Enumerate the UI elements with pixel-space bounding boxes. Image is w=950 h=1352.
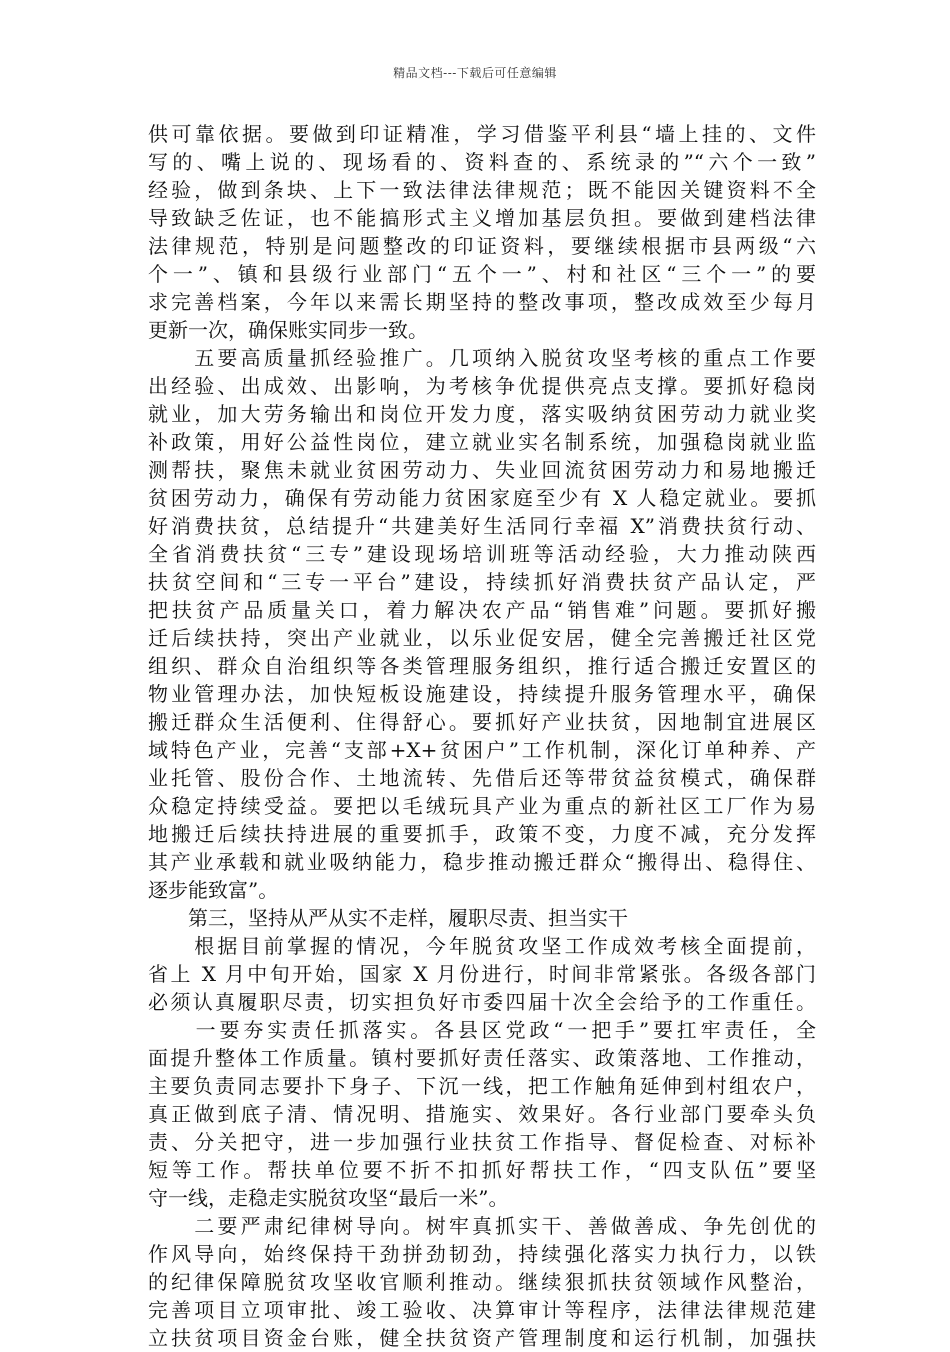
text-line: 短等工作。帮扶单位要不折不扣抓好帮扶工作，“四支队伍”要坚 [148, 1158, 816, 1182]
text-line: 其产业承载和就业吸纳能力，稳步推动搬迁群众“搬得出、稳得住、 [148, 850, 816, 874]
text-line: 写的、嘴上说的、现场看的、资料查的、系统录的”“六个一致” [148, 150, 816, 174]
text-line: 责、分关把守，进一步加强行业扶贫工作指导、督促检查、对标补 [148, 1130, 816, 1154]
text-line: 二要严肃纪律树导向。树牢真抓实干、善做善成、争先创优的 [148, 1214, 816, 1238]
document-body [148, 120, 816, 1352]
page-header: 精品文档---下载后可任意编辑 [393, 66, 557, 80]
text-line: 五要高质量抓经验推广。几项纳入脱贫攻坚考核的重点工作要 [148, 346, 816, 370]
text-line: 扶贫空间和“三专一平台”建设，持续抓好消费扶贫产品认定，严 [148, 570, 816, 594]
text-line: 出经验、出成效、出影响，为考核争优提供亮点支撑。要抓好稳岗 [148, 374, 816, 398]
text-line: 业托管、股份合作、土地流转、先借后还等带贫益贫模式，确保群 [148, 766, 816, 790]
text-line: 逐步能致富”。 [148, 878, 279, 902]
text-line: 完善项目立项审批、竣工验收、决算审计等程序，法律法律规范建 [148, 1298, 816, 1322]
text-line: 测帮扶，聚焦未就业贫困劳动力、失业回流贫困劳动力和易地搬迁 [148, 458, 816, 482]
text-line: 求完善档案，今年以来需长期坚持的整改事项，整改成效至少每月 [148, 290, 816, 314]
text-line: 作风导向，始终保持干劲拼劲韧劲，持续强化落实力执行力，以铁 [148, 1242, 816, 1266]
text-line: 必须认真履职尽责，切实担负好市委四届十次全会给予的工作重任。 [148, 990, 816, 1014]
text-line: 众稳定持续受益。要把以毛绒玩具产业为重点的新社区工厂作为易 [148, 794, 816, 818]
text-line: 根据目前掌握的情况，今年脱贫攻坚工作成效考核全面提前， [148, 934, 816, 958]
text-line: 导致缺乏佐证，也不能搞形式主义增加基层负担。要做到建档法律 [148, 206, 816, 230]
text-line: 个一”、镇和县级行业部门“五个一”、村和社区“三个一”的要 [148, 262, 816, 286]
text-line: 第三，坚持从严从实不走样，履职尽责、担当实干 [148, 906, 628, 930]
text-line: 面提升整体工作质量。镇村要抓好责任落实、政策落地、工作推动， [148, 1046, 816, 1070]
text-line: 守一线，走稳走实脱贫攻坚“最后一米”。 [148, 1186, 509, 1210]
text-line: 供可靠依据。要做到印证精准，学习借鉴平利县“墙上挂的、文件 [148, 122, 816, 146]
text-line: 经验，做到条块、上下一致法律法律规范；既不能因关键资料不全 [148, 178, 816, 202]
text-line: 好消费扶贫，总结提升“共建美好生活同行幸福 X”消费扶贫行动、 [148, 514, 816, 538]
text-line: 迁后续扶持，突出产业就业，以乐业促安居，健全完善搬迁社区党 [148, 626, 816, 650]
text-line: 补政策，用好公益性岗位，建立就业实名制系统，加强稳岗就业监 [148, 430, 816, 454]
text-line: 立扶贫项目资金台账，健全扶贫资产管理制度和运行机制，加强扶 [148, 1326, 816, 1350]
text-line: 全省消费扶贫“三专”建设现场培训班等活动经验，大力推动陕西 [148, 542, 816, 566]
text-line: 法律规范，特别是问题整改的印证资料，要继续根据市县两级“六 [148, 234, 816, 258]
text-line: 贫困劳动力，确保有劳动能力贫困家庭至少有 X 人稳定就业。要抓 [148, 486, 816, 510]
text-line: 组织、群众自治组织等各类管理服务组织，推行适合搬迁安置区的 [148, 654, 816, 678]
text-line: 搬迁群众生活便利、住得舒心。要抓好产业扶贫，因地制宜进展区 [148, 710, 816, 734]
text-line: 省上 X 月中旬开始，国家 X 月份进行，时间非常紧张。各级各部门 [148, 962, 816, 986]
text-line: 的纪律保障脱贫攻坚收官顺利推动。继续狠抓扶贫领域作风整治， [148, 1270, 816, 1294]
text-line: 地搬迁后续扶持进展的重要抓手，政策不变，力度不减，充分发挥 [148, 822, 816, 846]
text-line: 域特色产业，完善“支部+X+贫困户”工作机制，深化订单种养、产 [148, 738, 816, 762]
text-line: 一要夯实责任抓落实。各县区党政“一把手”要扛牢责任，全 [148, 1018, 816, 1042]
text-line: 物业管理办法，加快短板设施建设，持续提升服务管理水平，确保 [148, 682, 816, 706]
text-line: 把扶贫产品质量关口，着力解决农产品“销售难”问题。要抓好搬 [148, 598, 816, 622]
text-line: 更新一次，确保账实同步一致。 [148, 318, 428, 342]
text-line: 主要负责同志要扑下身子、下沉一线，把工作触角延伸到村组农户， [148, 1074, 816, 1098]
text-line: 真正做到底子清、情况明、措施实、效果好。各行业部门要牵头负 [148, 1102, 816, 1126]
text-line: 就业，加大劳务输出和岗位开发力度，落实吸纳贫困劳动力就业奖 [148, 402, 816, 426]
